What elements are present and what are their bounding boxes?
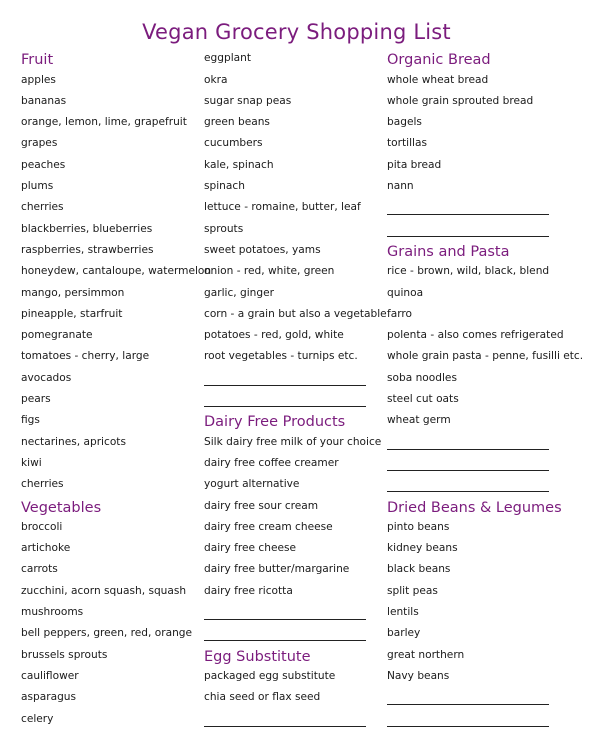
blank-entry-line: [387, 218, 577, 239]
list-item-text: kiwi: [21, 456, 42, 469]
page-title: Vegan Grocery Shopping List: [142, 20, 451, 44]
list-item-text: tortillas: [387, 137, 427, 150]
section-heading: [387, 48, 577, 69]
list-item: [387, 410, 577, 431]
list-item-text: avocados: [21, 371, 72, 384]
blank-entry-line: [387, 197, 577, 218]
list-item-text: polenta - also comes refrigerated: [387, 329, 564, 342]
list-item: [21, 176, 199, 197]
list-item: [21, 708, 199, 729]
blank-entry-line: [204, 708, 382, 729]
list-item-text: pinto beans: [387, 520, 450, 533]
list-item: [204, 325, 382, 346]
list-item-text: tomatoes - cherry, large: [21, 350, 150, 363]
list-item: [21, 197, 199, 218]
list-item-text: whole grain pasta - penne, fusilli etc.: [387, 350, 584, 363]
list-item: [387, 602, 577, 623]
write-in-line[interactable]: [204, 619, 366, 620]
list-item: [387, 346, 584, 367]
list-item: [204, 218, 382, 239]
list-item-text: barley: [387, 627, 421, 640]
list-item: [387, 261, 577, 282]
list-item-text: brussels sprouts: [21, 648, 108, 661]
section-heading-text: Vegetables: [21, 499, 102, 516]
list-item-text: steel cut oats: [387, 393, 459, 406]
write-in-line[interactable]: [387, 470, 549, 471]
write-in-line[interactable]: [204, 640, 366, 641]
blank-entry-line: [204, 389, 382, 410]
list-item-text: nectarines, apricots: [21, 435, 126, 448]
list-item-text: nann: [387, 180, 414, 193]
list-item: [21, 453, 199, 474]
list-item-text: dairy free ricotta: [204, 584, 293, 597]
list-item: [204, 112, 382, 133]
list-item-text: plums: [21, 180, 54, 193]
blank-entry-line: [387, 474, 577, 495]
list-item: [204, 282, 382, 303]
list-item: [204, 133, 382, 154]
list-item-text: cauliflower: [21, 669, 79, 682]
list-item: [21, 623, 199, 644]
list-item-text: peaches: [21, 158, 66, 171]
column-right: [387, 48, 584, 730]
list-item: [21, 538, 199, 559]
list-item-text: rice - brown, wild, black, blend: [387, 265, 550, 278]
column-left: [21, 48, 212, 730]
list-item-text: split peas: [387, 584, 438, 597]
list-item: [204, 240, 382, 261]
list-item-text: blackberries, blueberries: [21, 222, 153, 235]
section-heading-text: Dried Beans & Legumes: [387, 499, 562, 516]
list-item: [387, 282, 577, 303]
blank-entry-line: [204, 367, 382, 388]
list-item-text: bell peppers, green, red, orange: [21, 627, 193, 640]
list-item: [204, 559, 382, 580]
list-item-text: okra: [204, 73, 228, 86]
list-item: [204, 304, 387, 325]
section-heading-text: Grains and Pasta: [387, 243, 510, 260]
list-item: [204, 580, 382, 601]
list-item-text: corn - a grain but also a vegetable: [204, 307, 387, 320]
list-item: [21, 240, 199, 261]
list-item-text: lettuce - romaine, butter, leaf: [204, 201, 361, 214]
list-item-text: onion - red, white, green: [204, 265, 335, 278]
list-item: [204, 666, 382, 687]
section-heading: [204, 644, 382, 665]
list-item: [21, 346, 199, 367]
list-item: [387, 623, 577, 644]
write-in-line[interactable]: [387, 449, 549, 450]
section-heading-text: Egg Substitute: [204, 648, 311, 665]
write-in-line[interactable]: [387, 704, 549, 705]
blank-entry-line: [387, 687, 577, 708]
list-item: [21, 474, 199, 495]
list-item: [204, 538, 382, 559]
list-item-text: bananas: [21, 94, 67, 107]
list-item: [387, 538, 577, 559]
list-item: [387, 559, 577, 580]
list-item: [387, 304, 577, 325]
list-item-text: Navy beans: [387, 669, 450, 682]
list-item: [21, 154, 199, 175]
list-item-text: soba noodles: [387, 371, 457, 384]
list-item: [387, 580, 577, 601]
list-item: [21, 261, 212, 282]
column-middle: [204, 48, 387, 730]
list-item: [21, 687, 199, 708]
list-item: [204, 176, 382, 197]
list-item-text: packaged egg substitute: [204, 669, 336, 682]
list-item: [204, 91, 382, 112]
list-item-text: whole wheat bread: [387, 73, 489, 86]
list-item-text: eggplant: [204, 52, 251, 65]
list-item-text: dairy free coffee creamer: [204, 456, 339, 469]
list-item-text: bagels: [387, 116, 422, 129]
list-item: [21, 559, 199, 580]
list-item-text: green beans: [204, 116, 270, 129]
section-heading: [21, 495, 199, 516]
write-in-line[interactable]: [387, 726, 549, 727]
list-item: [387, 517, 577, 538]
list-item: [204, 261, 382, 282]
list-item-text: cucumbers: [204, 137, 263, 150]
list-item: [21, 517, 199, 538]
list-item-text: garlic, ginger: [204, 286, 274, 299]
list-item: [204, 474, 382, 495]
list-item: [204, 517, 382, 538]
list-item-text: mango, persimmon: [21, 286, 125, 299]
list-item-text: wheat germ: [387, 414, 451, 427]
list-item-text: dairy free cream cheese: [204, 520, 333, 533]
list-item: [21, 580, 199, 601]
list-item: [204, 687, 382, 708]
list-item: [387, 176, 577, 197]
list-item-text: quinoa: [387, 286, 424, 299]
blank-entry-line: [204, 602, 382, 623]
list-item: [387, 367, 577, 388]
list-item: [21, 410, 199, 431]
list-item-text: honeydew, cantaloupe, watermelon: [21, 265, 212, 278]
section-heading: [387, 495, 577, 516]
list-item-text: mushrooms: [21, 606, 84, 619]
list-item: [21, 282, 199, 303]
list-item: [21, 602, 199, 623]
list-item: [21, 69, 199, 90]
write-in-line[interactable]: [204, 406, 366, 407]
blank-entry-line: [387, 453, 577, 474]
list-item-text: sweet potatoes, yams: [204, 243, 321, 256]
list-item: [387, 112, 577, 133]
list-item-text: carrots: [21, 563, 58, 576]
list-item: [387, 154, 577, 175]
list-item: [204, 154, 382, 175]
list-item-text: asparagus: [21, 691, 77, 704]
list-item-text: dairy free sour cream: [204, 499, 319, 512]
list-item-text: artichoke: [21, 542, 71, 555]
list-item-text: orange, lemon, lime, grapefruit: [21, 116, 187, 129]
list-item-text: lentils: [387, 606, 419, 619]
list-item-text: dairy free butter/margarine: [204, 563, 350, 576]
list-item-text: chia seed or flax seed: [204, 691, 321, 704]
list-item: [204, 431, 382, 452]
list-item-text: pomegranate: [21, 329, 93, 342]
list-item: [204, 346, 382, 367]
list-item: [387, 644, 577, 665]
write-in-line[interactable]: [204, 385, 366, 386]
list-item-text: kale, spinach: [204, 158, 274, 171]
blank-entry-line: [387, 431, 577, 452]
list-item: [21, 389, 199, 410]
section-heading-text: Dairy Free Products: [204, 414, 346, 431]
list-item-text: whole grain sprouted bread: [387, 94, 534, 107]
list-item-text: black beans: [387, 563, 451, 576]
list-item-text: apples: [21, 73, 56, 86]
list-item: [21, 304, 199, 325]
write-in-line[interactable]: [387, 236, 549, 237]
write-in-line[interactable]: [387, 491, 549, 492]
list-item-text: sprouts: [204, 222, 244, 235]
list-item: [204, 48, 382, 69]
list-item-text: potatoes - red, gold, white: [204, 329, 344, 342]
list-item: [21, 91, 199, 112]
write-in-line[interactable]: [387, 214, 549, 215]
list-item: [387, 666, 577, 687]
list-item-text: yogurt alternative: [204, 478, 300, 491]
list-item-text: celery: [21, 712, 54, 725]
list-item-text: Silk dairy free milk of your choice: [204, 435, 382, 448]
list-item-text: farro: [387, 307, 412, 320]
list-item: [387, 69, 577, 90]
list-item: [387, 389, 577, 410]
list-item-text: dairy free cheese: [204, 542, 297, 555]
list-item: [387, 133, 577, 154]
list-item-text: spinach: [204, 180, 245, 193]
list-item: [21, 218, 199, 239]
list-item-text: broccoli: [21, 520, 63, 533]
section-heading: [204, 410, 382, 431]
list-item: [204, 495, 382, 516]
list-item-text: grapes: [21, 137, 58, 150]
list-item: [387, 91, 577, 112]
list-item: [204, 197, 382, 218]
list-item: [204, 453, 382, 474]
list-item-text: kidney beans: [387, 542, 458, 555]
list-item: [204, 69, 382, 90]
list-item: [21, 325, 199, 346]
list-item-text: pita bread: [387, 158, 442, 171]
section-heading: [21, 48, 199, 69]
list-item: [21, 133, 199, 154]
list-item-text: great northern: [387, 648, 465, 661]
list-item: [387, 325, 577, 346]
list-item-text: cherries: [21, 478, 64, 491]
list-item-text: zucchini, acorn squash, squash: [21, 584, 187, 597]
section-heading-text: Organic Bread: [387, 52, 491, 69]
list-item: [21, 644, 199, 665]
list-item: [21, 666, 199, 687]
list-item: [21, 431, 199, 452]
list-item: [21, 367, 199, 388]
list-item-text: root vegetables - turnips etc.: [204, 350, 358, 363]
section-heading-text: Fruit: [21, 52, 54, 69]
list-item-text: raspberries, strawberries: [21, 243, 154, 256]
list-item-text: figs: [21, 414, 40, 427]
section-heading: [387, 240, 577, 261]
list-item-text: sugar snap peas: [204, 94, 292, 107]
list-item-text: pears: [21, 393, 51, 406]
write-in-line[interactable]: [204, 726, 366, 727]
list-item-text: pineapple, starfruit: [21, 307, 123, 320]
list-item-text: cherries: [21, 201, 64, 214]
list-item: [21, 112, 199, 133]
blank-entry-line: [204, 623, 382, 644]
blank-entry-line: [387, 708, 577, 729]
